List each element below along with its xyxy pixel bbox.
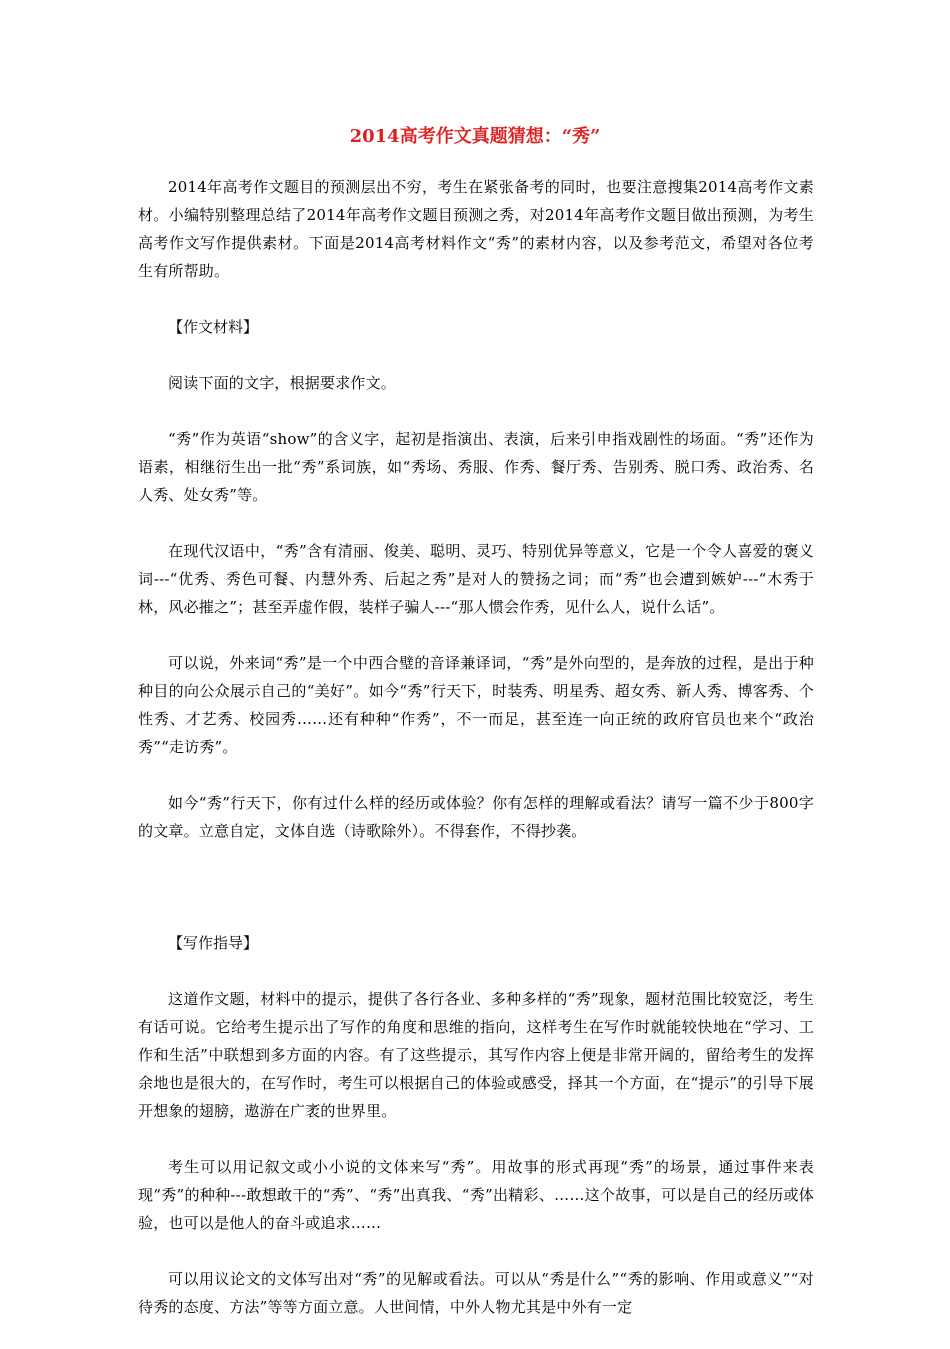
material-paragraph-4: 可以说，外来词“秀”是一个中西合璧的音译兼译词，“秀”是外向型的，是奔放的过程，是出于种种目的向公众展示自己的“美好”。如今“秀”行天下，时装秀、明星秀、超女秀、新人秀、博客秀、个性秀、才艺秀、校园秀……还有种种“作秀”，不一而足，甚至连一向正统的政府官员也来个“政治秀”“走访秀”。 — [138, 654, 814, 756]
page-title: 2014高考作文真题猜想：“秀” — [349, 126, 601, 147]
section-spacer — [138, 873, 814, 929]
material-paragraph-3: 在现代汉语中，“秀”含有清丽、俊美、聪明、灵巧、特别优异等意义，它是一个令人喜爱的褒义词---“优秀、秀色可餐、内慧外秀、后起之秀”是对人的赞扬之词；而“秀”也会遭到嫉妒---“木秀于林，风必摧之”；甚至弄虚作假，装样子骗人---“那人惯会作秀，见什么人，说什么话”。 — [138, 542, 814, 616]
material-paragraph-1: 阅读下面的文字，根据要求作文。 — [168, 374, 397, 392]
material-paragraph-5: 如今“秀”行天下，你有过什么样的经历或体验？你有怎样的理解或看法？请写一篇不少于800字的文章。立意自定，文体自选（诗歌除外）。不得套作，不得抄袭。 — [138, 794, 814, 840]
guide-paragraph-2: 考生可以用记叙文或小小说的文体来写“秀”。用故事的形式再现“秀”的场景，通过事件来表现“秀”的种种---敢想敢干的“秀”、“秀”出真我、“秀”出精彩、……这个故事，可以是自己的经历或体验，也可以是他人的奋斗或追求…… — [138, 1158, 814, 1232]
guide-paragraph-1: 这道作文题，材料中的提示，提供了各行各业、多种多样的“秀”现象，题材范围比较宽泛，考生有话可说。它给考生提示出了写作的角度和思维的指向，这样考生在写作时就能较快地在“学习、工作和生活”中联想到多方面的内容。有了这些提示，其写作内容上便是非常开阔的，留给考生的发挥余地也是很大的，在写作时，考生可以根据自己的体验或感受，择其一个方面，在“提示”的引导下展开想象的翅膀，遨游在广袤的世界里。 — [138, 990, 814, 1120]
material-paragraph-2: “秀”作为英语“show”的含义字，起初是指演出、表演，后来引申指戏剧性的场面。“秀”还作为语素，相继衍生出一批“秀”系词族，如“秀场、秀服、作秀、餐厅秀、告别秀、脱口秀、政治秀、名人秀、处女秀”等。 — [138, 430, 814, 504]
document-body — [138, 173, 814, 1349]
section-heading-material: 【作文材料】 — [168, 318, 259, 336]
guide-paragraph-3: 可以用议论文的文体写出对“秀”的见解或看法。可以从“秀是什么”“秀的影响、作用或意义”“对待秀的态度、方法”等等方面立意。人世间情，中外人物尤其是中外有一定 — [138, 1270, 814, 1316]
intro-paragraph: 2014年高考作文题目的预测层出不穷，考生在紧张备考的同时，也要注意搜集2014高考作文素材。小编特别整理总结了2014年高考作文题目预测之秀，对2014年高考作文题目做出预测，为考生高考作文写作提供素材。下面是2014高考材料作文“秀”的素材内容，以及参考范文，希望对各位考生有所帮助。 — [138, 178, 814, 280]
section-heading-guide: 【写作指导】 — [168, 934, 259, 952]
